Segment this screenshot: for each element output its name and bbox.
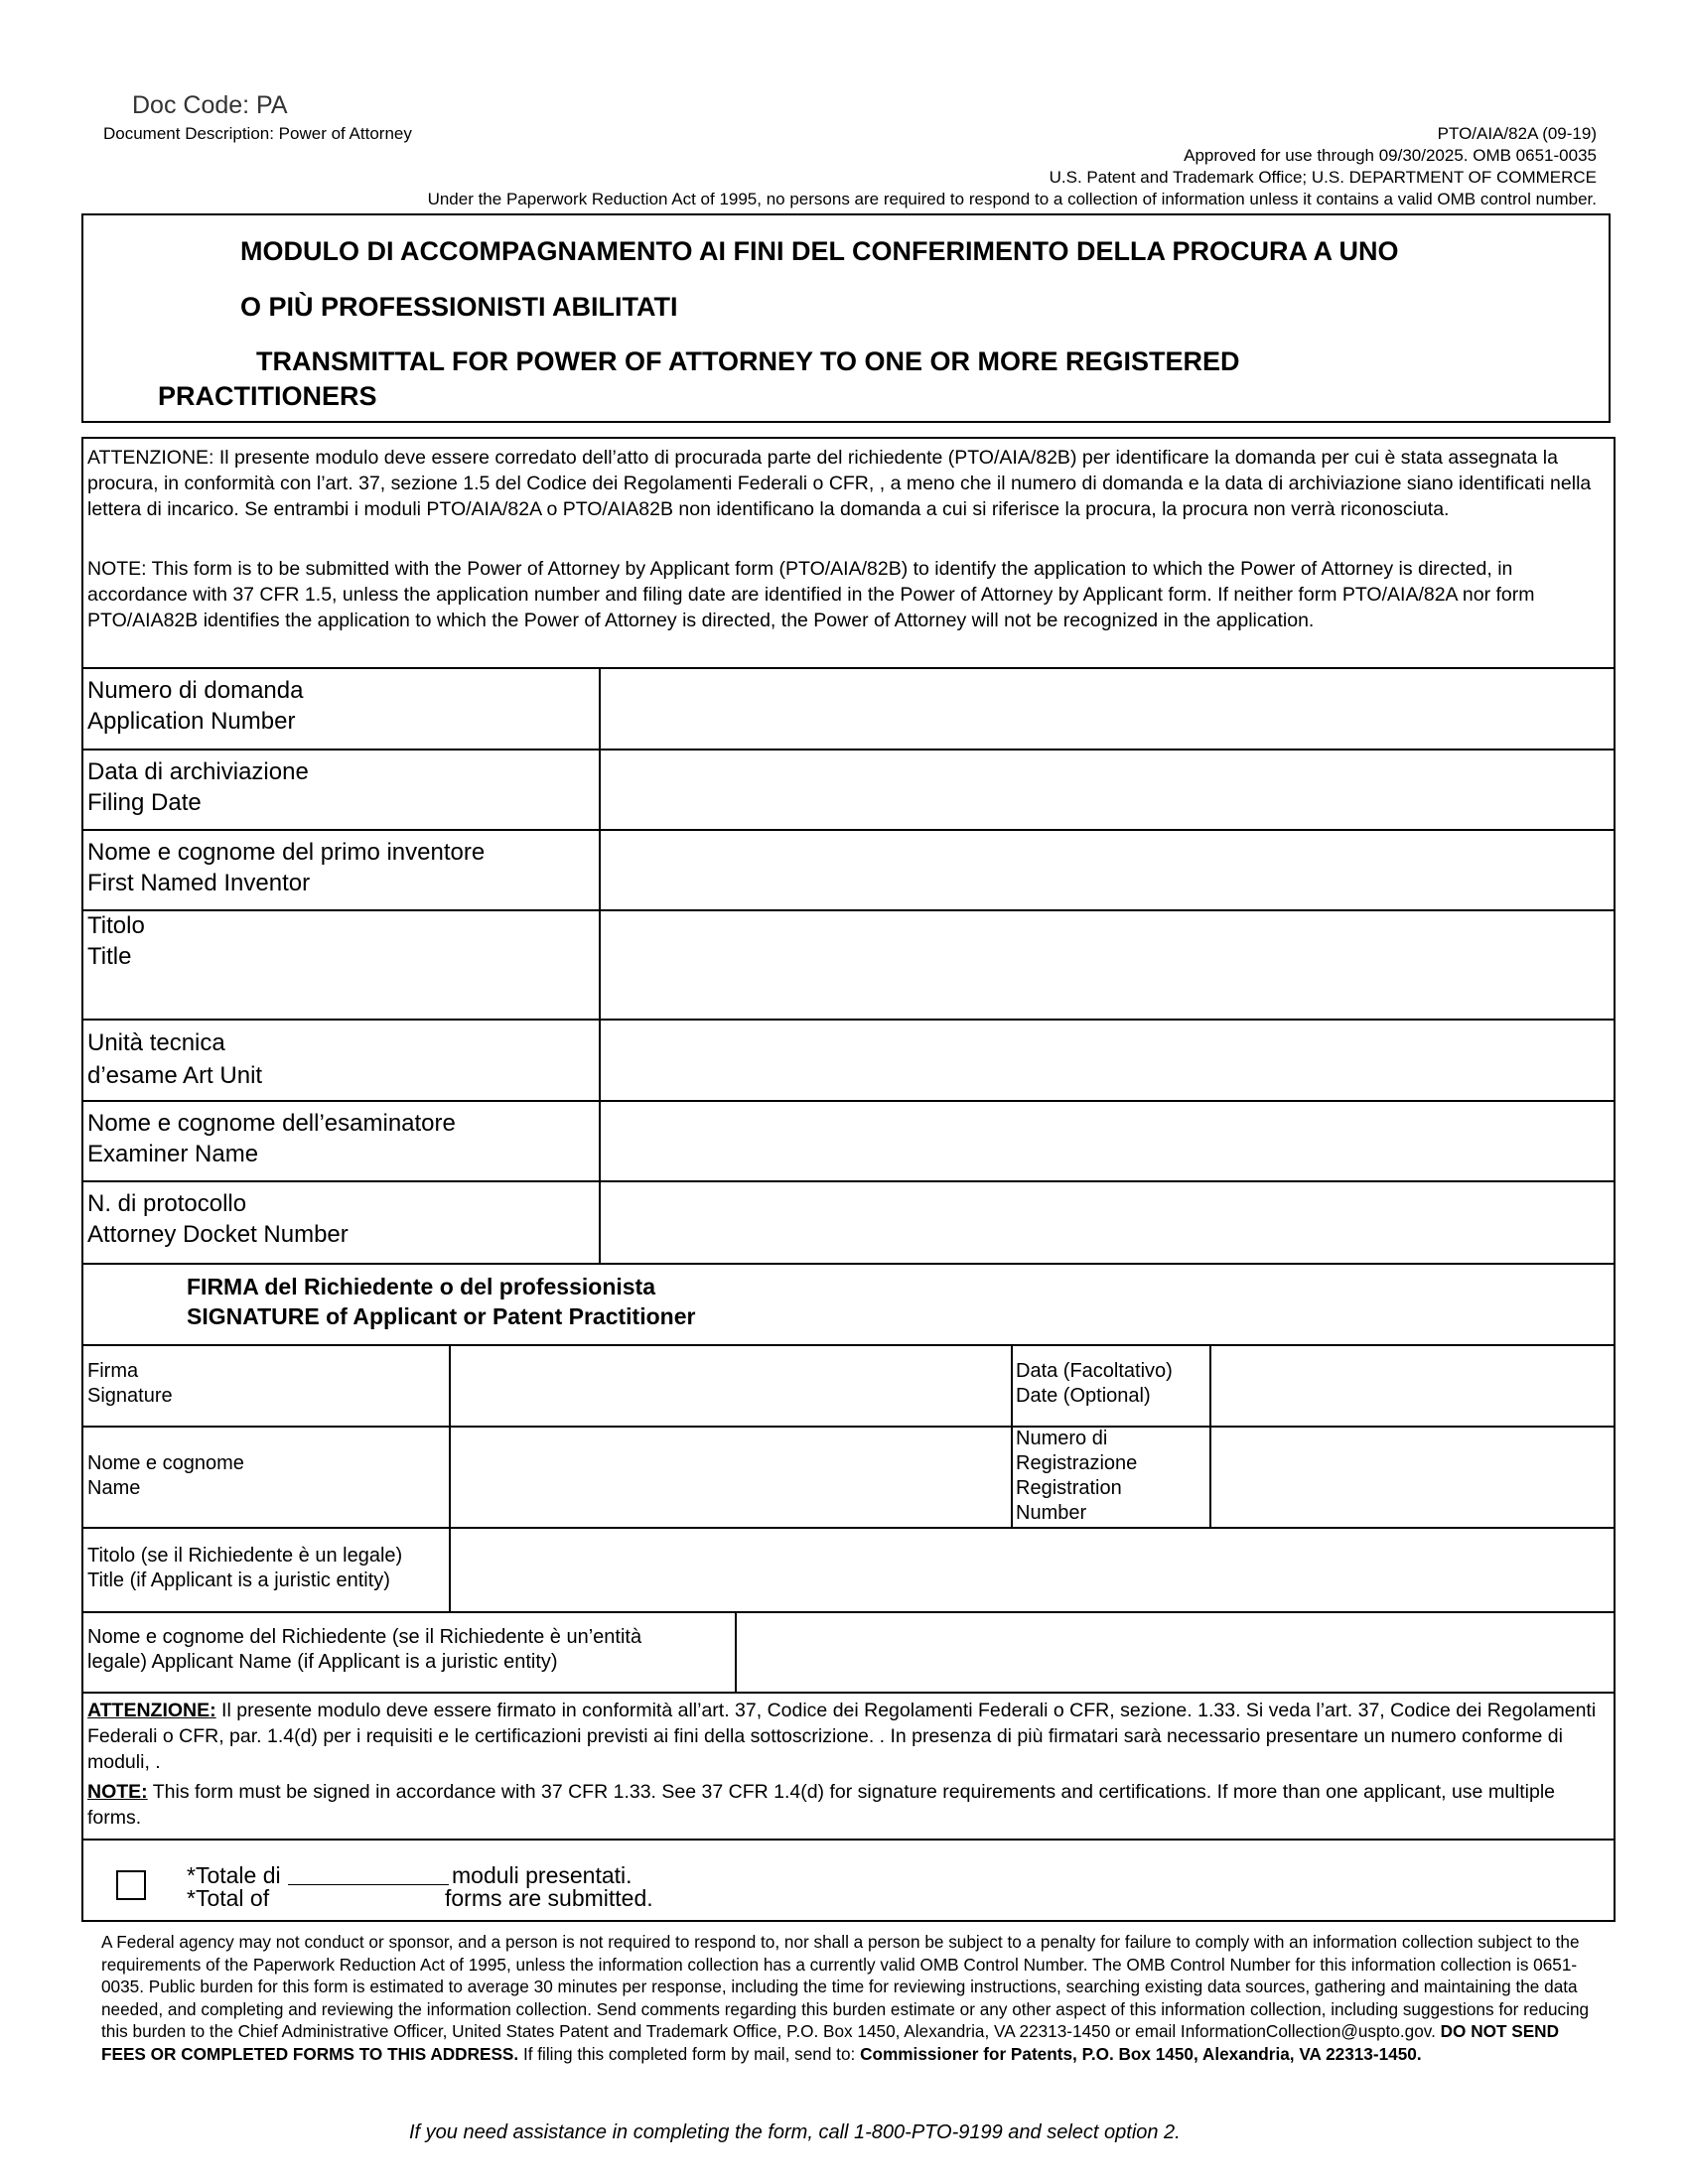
applicant-name-label: Nome e cognome del Richiedente (se il Richiedente è un’entità legale) Applicant Name (if Applicant is a juristic entity) [87,1626,642,1673]
examiner-name-field[interactable] [602,1103,1614,1178]
forms-total-italian: *Totale di [187,1862,281,1888]
art-unit-label: Unità tecnica d’esame Art Unit [87,1029,263,1089]
first-named-inventor-field[interactable] [602,832,1614,907]
name-field[interactable] [452,1429,1009,1525]
signature-heading-italian: FIRMA del Richiedente o del professionista [187,1274,655,1299]
title-field[interactable] [602,912,1614,1017]
date-field[interactable] [1212,1347,1614,1424]
notice-italian: ATTENZIONE: Il presente modulo deve essere corredato dell’atto di procurada parte del richiedente (PTO/AIA/82B) per identificare la domanda per cui è stata assegnata la procura, in conformità con l’art. 37, sezione 1.5 del Codice dei Regolamenti Federali o CFR, , a meno che il numero di domanda e la data di archiviazione siano identificati nella lettera di incarico. Se entrambi i moduli PTO/AIA/82A o PTO/AIA82B non identificano la domanda a cui si riferisce la procura, la procura non verrà riconosciuta. [87,447,1592,520]
application-number-label: Numero di domanda Application Number [87,677,304,735]
juristic-title-field[interactable] [452,1530,1614,1609]
signature-field[interactable] [452,1347,1009,1424]
forms-count-field[interactable] [288,1863,449,1885]
filing-date-field[interactable] [602,751,1614,827]
approval-notice: Approved for use through 09/30/2025. OMB 0651-0035 [1184,146,1597,165]
form-number: PTO/AIA/82A (09-19) [1437,124,1597,143]
date-label: Data (Facoltativo) Date (Optional) [1016,1360,1173,1407]
name-label: Nome e cognome Name [87,1452,244,1499]
signature-label: Firma Signature [87,1360,173,1407]
attorney-docket-field[interactable] [602,1183,1614,1261]
filing-date-label: Data di archiviazione Filing Date [87,758,309,816]
paperwork-notice: Under the Paperwork Reduction Act of 1995, no persons are required to respond to a collection of information unless it contains a valid OMB control number. [427,190,1597,208]
signature-notice-italian: ATTENZIONE: Il presente modulo deve essere firmato in conformità all’art. 37, Codice dei Regolamenti Federali o CFR, sezione. 1.33. Si veda l’art. 37, Codice dei Regolamenti Federali o CFR, par. 1.4(d) per i requisiti e le certificazioni previsti ai fini della sottoscrizione. . In presenza di più firmatari sarà necessario presentare un numero conforme di moduli, . [87,1700,1597,1773]
title-italian-line1: MODULO DI ACCOMPAGNAMENTO AI FINI DEL CONFERIMENTO DELLA PROCURA A UNO [240,236,1399,266]
title-english-line1: TRANSMITTAL FOR POWER OF ATTORNEY TO ONE OR MORE REGISTERED [256,346,1240,376]
doc-code: Doc Code: PA [132,91,288,119]
assistance-line: If you need assistance in completing the form, call 1-800-PTO-9199 and select option 2. [409,2121,1181,2143]
juristic-title-label: Titolo (se il Richiedente è un legale) Title (if Applicant is a juristic entity) [87,1545,403,1591]
title-italian-line2: O PIÙ PROFESSIONISTI ABILITATI [240,292,678,322]
agency-name: U.S. Patent and Trademark Office; U.S. DEPARTMENT OF COMMERCE [1049,168,1597,187]
forms-total-italian-suffix: moduli presentati. [452,1862,633,1888]
art-unit-field[interactable] [602,1022,1614,1098]
title-english-line2: PRACTITIONERS [158,381,377,411]
attorney-docket-label: N. di protocollo Attorney Docket Number [87,1190,349,1248]
applicant-name-field[interactable] [738,1614,1614,1690]
signature-notice-english: NOTE: This form must be signed in accordance with 37 CFR 1.33. See 37 CFR 1.4(d) for signature requirements and certifications. If more than one applicant, use multiple forms. [87,1781,1556,1829]
notice-english: NOTE: This form is to be submitted with the Power of Attorney by Applicant form (PTO/AIA/82B) to identify the application to which the Power of Attorney is directed, in accordance with 37 CFR 1.5, unless the application number and filing date are identified in the Power of Attorney by Applicant form. If neither form PTO/AIA/82A nor form PTO/AIA82B identifies the application to which the Power of Attorney is directed, the Power of Attorney will not be recognized in the application. [87,558,1535,631]
examiner-name-label: Nome e cognome dell’esaminatore Examiner Name [87,1110,456,1167]
doc-description: Document Description: Power of Attorney [103,124,412,143]
title-label: Titolo Title [87,912,145,970]
forms-total-english: *Total of [187,1885,270,1911]
signature-heading-english: SIGNATURE of Applicant or Patent Practitioner [187,1303,696,1329]
forms-total-english-suffix: forms are submitted. [445,1885,653,1911]
registration-number-field[interactable] [1212,1429,1614,1525]
registration-number-label: Numero di Registrazione Registration Number [1016,1428,1138,1524]
application-number-field[interactable] [602,670,1614,747]
forms-count-checkbox[interactable] [116,1870,146,1900]
first-named-inventor-label: Nome e cognome del primo inventore First Named Inventor [87,839,486,896]
burden-statement: A Federal agency may not conduct or sponsor, and a person is not required to respond to, nor shall a person be subject to a penalty for failure to comply with an information collection subject to the requirements of the Paperwork Reduction Act of 1995, unless the information collection has a currently valid OMB Control Number. The OMB Control Number for this information collection is 0651-0035. Public burden for this form is estimated to average 30 minutes per response, including the time for reviewing instructions, searching existing data sources, gathering and maintaining the data needed, and completing and reviewing the information collection. Send comments regarding this burden estimate or any other aspect of this information collection, including suggestions for reducing this burden to the Chief Administrative Officer, United States Patent and Trademark Office, P.O. Box 1450, Alexandria, VA 22313-1450 or email InformationCollection@uspto.gov. DO NOT SEND FEES OR COMPLETED FORMS TO THIS ADDRESS. If filing this completed form by mail, send to: Commissioner for Patents, P.O. Box 1450, Alexandria, VA 22313-1450. [101,1932,1590,2064]
